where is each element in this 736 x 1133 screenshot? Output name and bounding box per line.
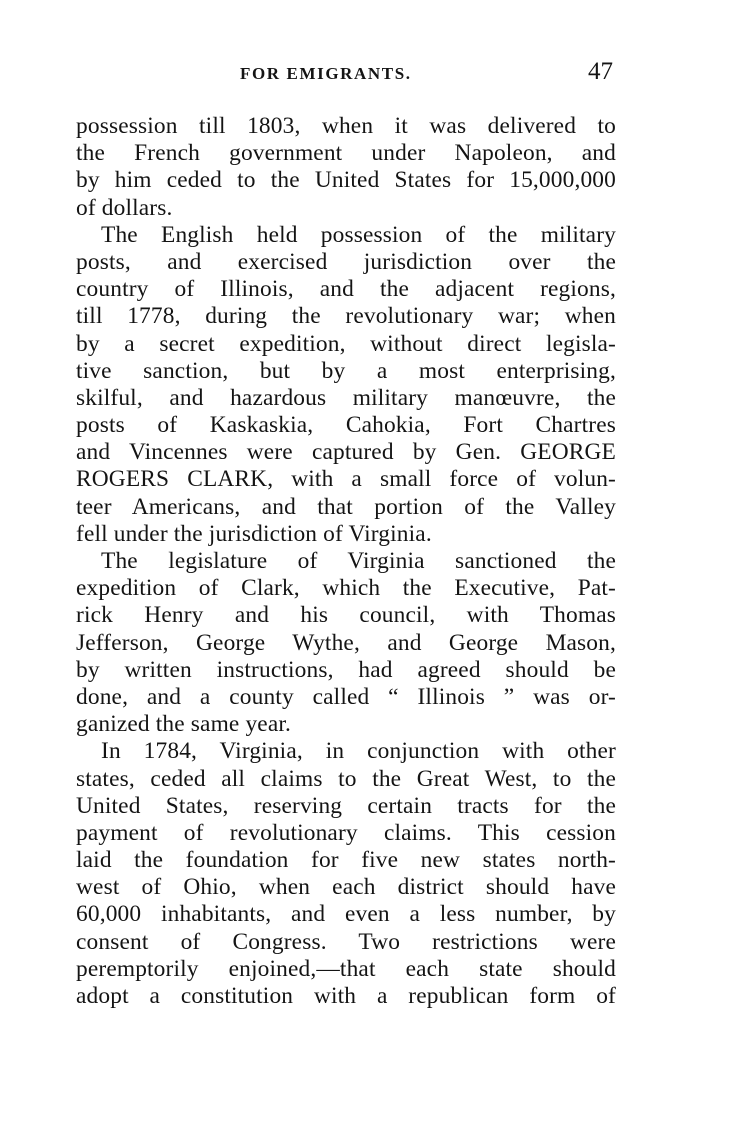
text-line: possession till 1803, when it was delivered to <box>76 113 616 139</box>
page-number: 47 <box>588 58 613 85</box>
text-line: by a secret expedition, without direct legisla- <box>76 330 616 357</box>
text-line: west of Ohio, when each district should have <box>76 874 616 901</box>
text-line: expedition of Clark, which the Executive, Pat- <box>76 575 616 602</box>
text-line: ganized the same year. <box>76 711 292 738</box>
text-line: country of Illinois, and the adjacent regions, <box>76 276 616 303</box>
text-line: laid the foundation for five new states north- <box>76 847 616 874</box>
text-line: 60,000 inhabitants, and even a less number, by <box>76 901 616 928</box>
text-line: fell under the jurisdiction of Virginia. <box>76 520 432 547</box>
text-line: till 1778, during the revolutionary war; when <box>76 303 616 330</box>
body-text <box>76 113 616 1010</box>
text-line: teer Americans, and that portion of the Valley <box>76 493 616 520</box>
text-line: In 1784, Virginia, in conjunction with other <box>101 738 616 765</box>
text-line: payment of revolutionary claims. This cession <box>76 819 616 846</box>
running-title: FOR EMIGRANTS. <box>240 64 412 83</box>
text-line: and Vincennes were captured by Gen. GEORGE <box>76 439 616 466</box>
text-line: the French government under Napoleon, and <box>76 140 616 167</box>
text-line: tive sanction, but by a most enterprising, <box>76 357 616 384</box>
text-line: consent of Congress. Two restrictions were <box>76 928 616 955</box>
text-line: The legislature of Virginia sanctioned the <box>101 548 616 574</box>
running-head <box>0 58 736 90</box>
text-line: done, and a county called “ Illinois ” was or- <box>76 683 616 710</box>
text-line: of dollars. <box>76 194 173 221</box>
text-line: by written instructions, had agreed should be <box>76 656 616 683</box>
text-line: by him ceded to the United States for 15,000,000 <box>76 167 616 194</box>
text-line: posts of Kaskaskia, Cahokia, Fort Chartres <box>76 412 616 439</box>
text-line: states, ceded all claims to the Great West, to the <box>76 765 616 792</box>
text-line: posts, and exercised jurisdiction over the <box>76 248 616 275</box>
text-line: skilful, and hazardous military manœuvre, the <box>76 384 616 411</box>
text-line: The English held possession of the military <box>101 221 616 248</box>
text-line: Jefferson, George Wythe, and George Mason, <box>76 629 616 656</box>
text-line: rick Henry and his council, with Thomas <box>76 602 616 629</box>
text-line: United States, reserving certain tracts for the <box>76 792 616 819</box>
text-line: adopt a constitution with a republican form of <box>76 983 616 1009</box>
text-line: peremptorily enjoined,—that each state should <box>76 955 616 982</box>
text-line: ROGERS CLARK, with a small force of volun- <box>76 466 616 493</box>
